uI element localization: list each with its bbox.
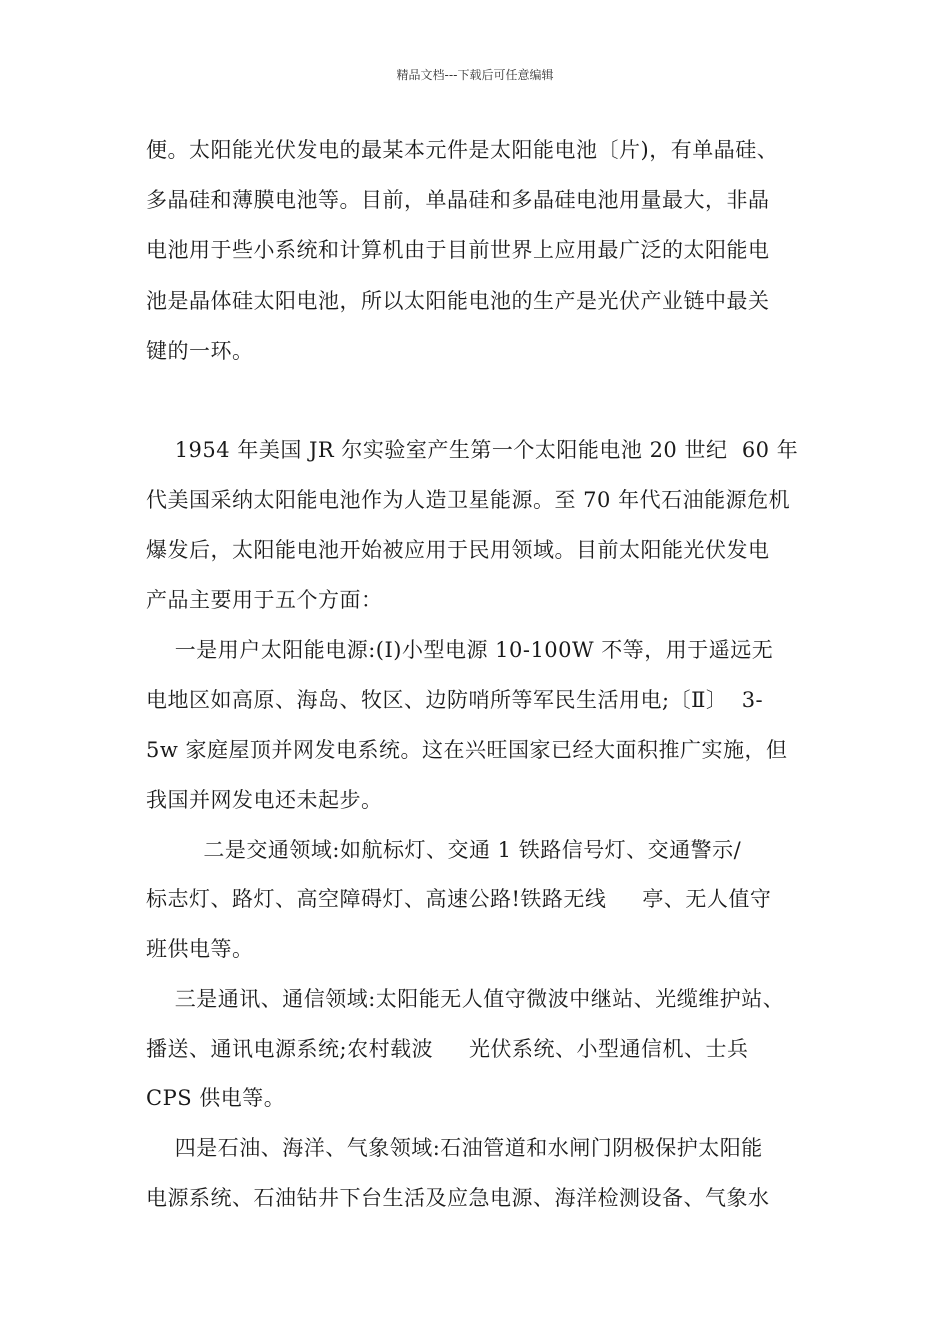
text-line: 电源系统、石油钻井下台生活及应急电源、海洋检测设备、气象水 bbox=[146, 1186, 770, 1210]
text-line: 1954 年美国 JR 尔实验室产生第一个太阳能电池 20 世纪 60 年 bbox=[146, 438, 799, 462]
text-line: 播送、通讯电源系统;农村载波 光伏系统、小型通信机、士兵 bbox=[146, 1037, 749, 1061]
text-line: 爆发后，太阳能电池开始被应用于民用领域。目前太阳能光伏发电 bbox=[146, 538, 770, 562]
text-line: 四是石油、海洋、气象领域:石油管道和水闸门阴极保护太阳能 bbox=[146, 1136, 763, 1160]
text-line: 便。太阳能光伏发电的最某本元件是太阳能电池〔片)，有单晶硅、 bbox=[146, 138, 779, 162]
text-line: 电地区如高原、海岛、牧区、边防哨所等军民生活用电;〔Ⅱ〕 3- bbox=[146, 688, 764, 712]
text-line: 产品主要用于五个方面： bbox=[146, 588, 383, 612]
text-line: 代美国采纳太阳能电池作为人造卫星能源。至 70 年代石油能源危机 bbox=[146, 488, 791, 512]
text-line: 多晶硅和薄膜电池等。目前，单晶硅和多晶硅电池用量最大，非晶 bbox=[146, 188, 770, 212]
page-header: 精品文档---下载后可任意编辑 bbox=[396, 68, 554, 82]
text-line: 键的一环。 bbox=[146, 339, 254, 363]
text-line: CPS 供电等。 bbox=[146, 1086, 286, 1110]
text-line: 5w 家庭屋顶并网发电系统。这在兴旺国家已经大面积推广实施，但 bbox=[146, 738, 788, 762]
text-line: 标志灯、路灯、高空障碍灯、高速公路!铁路无线 亭、无人值守 bbox=[146, 887, 772, 911]
text-line: 电池用于些小系统和计算机由于目前世界上应用最广泛的太阳能电 bbox=[146, 238, 770, 262]
text-line: 班供电等。 bbox=[146, 937, 254, 961]
text-line: 池是晶体硅太阳电池，所以太阳能电池的生产是光伏产业链中最关 bbox=[146, 289, 770, 313]
text-line: 我国并网发电还未起步。 bbox=[146, 788, 383, 812]
text-line: 一是用户太阳能电源:(I)小型电源 10-100W 不等，用于遥远无 bbox=[146, 638, 774, 662]
text-line: 二是交通领域:如航标灯、交通 1 铁路信号灯、交通警示/ bbox=[146, 838, 742, 862]
text-line: 三是通讯、通信领域:太阳能无人值守微波中继站、光缆维护站、 bbox=[146, 987, 785, 1011]
